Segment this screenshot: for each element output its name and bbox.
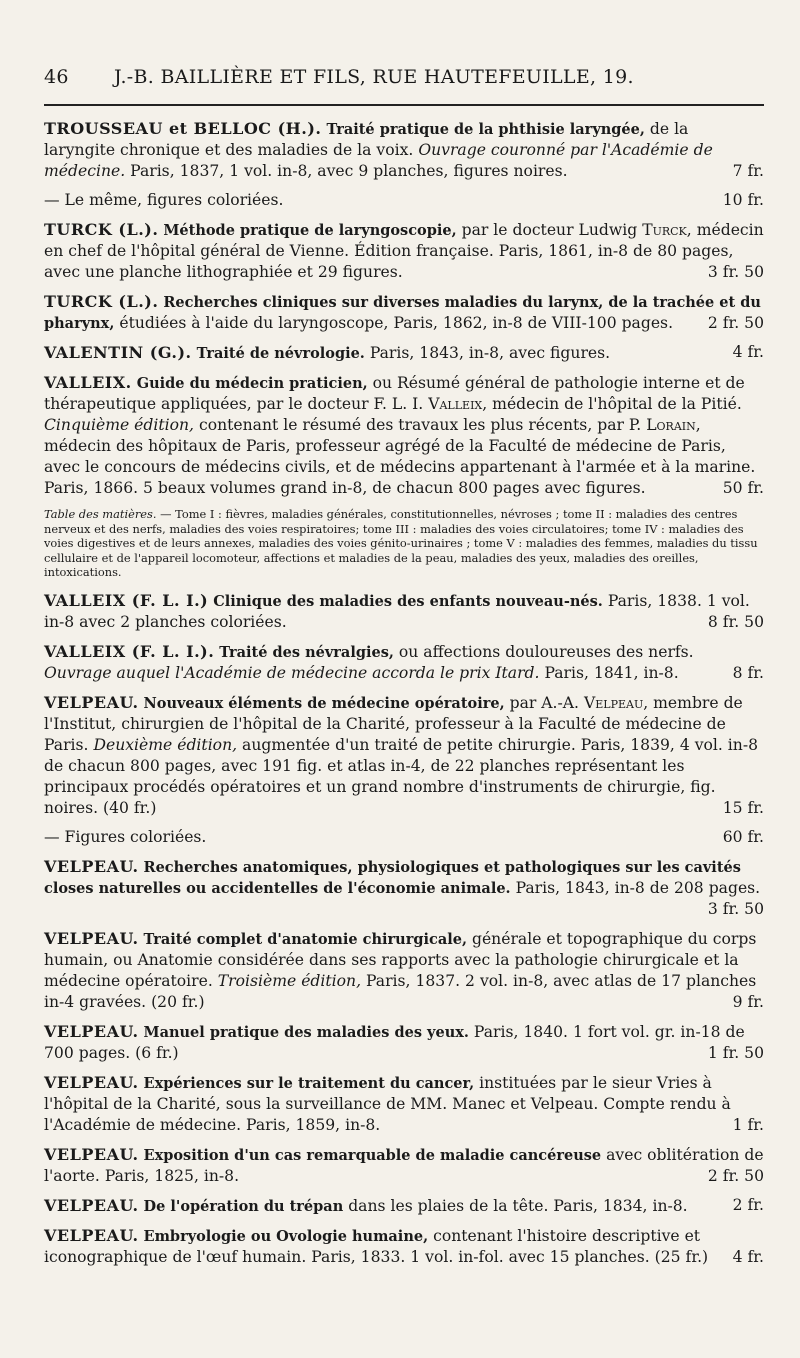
catalog-entry — [44, 1225, 764, 1268]
catalog-entry — [44, 1195, 764, 1217]
entry-text: ou Résumé général de pathologie interne et de thérapeutique appliquées, par le docteur F. L. I. — [44, 374, 745, 413]
catalog-entry — [44, 1021, 764, 1064]
entry-text: par A.-A. — [509, 693, 579, 712]
entry-price: 8 fr. 50 — [707, 612, 764, 631]
entry-title: Embryologie ou Ovologie humaine, — [143, 1227, 429, 1245]
entry-title: Méthode pratique de laryngoscopie, — [163, 222, 457, 239]
catalog-entry — [44, 590, 764, 633]
entry-author: VELPEAU. — [44, 1225, 139, 1245]
entry-price: 50 fr. — [722, 479, 764, 497]
catalog-entry — [44, 1144, 764, 1187]
entry-italic: Cinquième édition, — [44, 416, 195, 434]
entry-author: VELPEAU. — [44, 1195, 139, 1215]
catalog-entry — [44, 219, 764, 283]
entry-price: 2 fr. 50 — [707, 1166, 764, 1185]
entry-text: Paris, 1843, in-8, avec figures. — [369, 344, 611, 362]
entry-author: VELPEAU. — [44, 1144, 139, 1164]
entry-title: Expériences sur le traitement du cancer, — [143, 1074, 475, 1092]
entry-text: médecin de l'hôpital de la Pitié. — [492, 395, 742, 413]
entry-text: — Figures coloriées. — [44, 827, 207, 846]
entry-author: VELPEAU. — [44, 1072, 139, 1092]
entry-title: Guide du médecin praticien, — [136, 375, 368, 392]
entry-author: VALLEIX. — [44, 373, 132, 392]
entry-author: VALLEIX (F. L. I.) — [44, 590, 209, 610]
entry-title: Exposition d'un cas remarquable de maladie cancéreuse — [143, 1146, 602, 1164]
catalog-entry — [44, 928, 764, 1013]
entry-price: 10 fr. — [722, 191, 764, 209]
entry-price: 8 fr. — [732, 663, 764, 682]
catalog-entry — [44, 372, 764, 499]
catalog-entry — [44, 190, 764, 211]
entry-italic: Deuxième édition, — [93, 735, 238, 754]
catalog-entry — [44, 118, 764, 182]
entry-title: Traité complet d'anatomie chirurgicale, — [143, 930, 467, 948]
entry-text: de la laryngite chronique et des maladies de la voix. — [44, 120, 689, 159]
entry-smallcaps: Turck, — [642, 221, 692, 239]
entry-author: VELPEAU. — [44, 928, 139, 948]
entry-text: par le docteur Ludwig — [461, 221, 638, 239]
entry-price: 1 fr. 50 — [707, 1043, 764, 1062]
entry-text: ou affections douloureuses des nerfs. — [398, 642, 694, 661]
entry-title: Traité des névralgies, — [219, 643, 394, 661]
entry-text: Paris, 1843, in-8 de 208 pages. — [515, 878, 761, 897]
entry-text: Paris, 1837, 1 vol. in-8, avec 9 planches, figures noires. — [130, 162, 568, 180]
header-rule — [44, 104, 764, 106]
toc-label: Table des matières. — [44, 507, 157, 521]
entry-title: Manuel pratique des maladies des yeux. — [143, 1023, 469, 1041]
entry-author: VELPEAU. — [44, 1021, 139, 1041]
entry-title: Recherches cliniques sur diverses maladies du larynx, de la trachée et du pharynx, — [44, 294, 761, 332]
entry-text: médecin des hôpitaux de Paris, professeur agrégé de la Faculté de médecine de Paris, avec le concours de médecins civils, et de médecins appartenant à l'armée et à la marine. Paris, 1866. 5 beaux volumes grand in-8, de chacun 800 pages avec figures. — [44, 437, 756, 497]
entry-price: 15 fr. — [722, 798, 764, 817]
entry-text: contenant le résumé des travaux les plus récents, par P. — [198, 416, 642, 434]
entry-price: 4 fr. — [732, 343, 764, 361]
entry-text: médecin en chef de l'hôpital général de Vienne. Édition française. Paris, 1861, in-8 de 80 pages, avec une planche lithographiée et 29 figures. — [44, 221, 764, 281]
entry-price: 2 fr. — [732, 1195, 764, 1214]
entry-title: Traité de névrologie. — [196, 345, 365, 362]
entry-author: TROUSSEAU et BELLOC (H.). — [44, 119, 322, 138]
entry-text: membre de l'Institut, chirurgien de l'hôpital de la Charité, professeur à la Faculté de médecine de Paris. — [44, 693, 743, 754]
entry-smallcaps: Lorain, — [646, 416, 701, 434]
catalog-entry — [44, 291, 764, 334]
entry-text: Paris, 1840. 1 fort vol. gr. in-18 de 700 pages. (6 fr.) — [44, 1022, 745, 1062]
table-of-contents-note — [44, 507, 764, 580]
entry-text: dans les plaies de la tête. Paris, 1834, in-8. — [348, 1196, 688, 1215]
entry-price: 60 fr. — [722, 827, 764, 846]
entry-author: VELPEAU. — [44, 692, 139, 712]
entry-title: Recherches anatomiques, physiologiques et pathologiques sur les cavités closes naturelles ou accidentelles de l'économie animale. — [44, 858, 741, 897]
entry-text: générale et topographique du corps humain, ou Anatomie considérée dans ses rapports avec la pathologie chirurgicale et la médecine opératoire. — [44, 929, 757, 990]
entry-title: Traité pratique de la phthisie laryngée, — [326, 121, 645, 138]
catalog-entry — [44, 692, 764, 819]
entry-title: Clinique des maladies des enfants nouveau-nés. — [213, 592, 603, 610]
entry-text: étudiées à l'aide du laryngoscope, Paris, 1862, in-8 de VIII-100 pages. — [119, 314, 674, 332]
entry-text: Paris, 1837. 2 vol. in-8, avec atlas de 17 planches in-4 gravées. (20 fr.) — [44, 971, 757, 1011]
entry-text: Paris, 1841, in-8. — [544, 663, 679, 682]
page-header — [44, 66, 764, 88]
entry-author: TURCK (L.). — [44, 292, 159, 311]
entry-title: De l'opération du trépan — [143, 1197, 344, 1215]
entry-price: 3 fr. 50 — [707, 899, 764, 918]
catalog-entry — [44, 827, 764, 848]
entry-smallcaps: Valleix, — [428, 395, 488, 413]
entry-text: instituées par le sieur Vries à l'hôpital de la Charité, sous la surveillance de MM. Manec et Velpeau. Compte rendu à l'Académie de médecine. Paris, 1859, in-8. — [44, 1073, 731, 1134]
entry-italic: Ouvrage auquel l'Académie de médecine accorda le prix Itard. — [44, 663, 540, 682]
entry-author: VALLEIX (F. L. I.). — [44, 641, 215, 661]
toc-text: — Tome I : fièvres, maladies générales, constitutionnelles, névroses ; tome II : maladies des centres nerveux et des nerfs, maladies des voies respiratoires; tome III : maladies des voies circulatoires; tome IV : maladies des voies digestives et de leurs annexes, maladies des voies génito-urinaires ; tome V : maladies des femmes, maladies du tissu cellulaire et de l'appareil locomoteur, affections et maladies de la peau, maladies des yeux, maladies des oreilles, intoxications. — [44, 507, 758, 580]
entry-author: VALENTIN (G.). — [44, 343, 192, 362]
entry-text: avec oblitération de l'aorte. Paris, 1825, in-8. — [44, 1145, 764, 1185]
page-number: 46 — [44, 66, 69, 88]
entry-price: 9 fr. — [732, 992, 764, 1011]
catalog-entry — [44, 1072, 764, 1136]
entry-price: 2 fr. 50 — [707, 314, 764, 332]
entry-italic: Troisième édition, — [217, 971, 362, 990]
entry-smallcaps: Velpeau, — [583, 693, 649, 712]
entry-price: 4 fr. — [732, 1247, 764, 1266]
entry-title: Nouveaux éléments de médecine opératoire, — [143, 694, 505, 712]
entry-price: 3 fr. 50 — [707, 263, 764, 281]
entry-price: 7 fr. — [732, 162, 764, 180]
entry-text: Paris, 1838. 1 vol. in-8 avec 2 planches coloriées. — [44, 591, 750, 631]
entry-author: VELPEAU. — [44, 856, 139, 876]
entry-price: 1 fr. — [732, 1115, 764, 1134]
entry-author: TURCK (L.). — [44, 220, 159, 239]
running-head: J.-B. BAILLIÈRE ET FILS, RUE HAUTEFEUILLE, 19. — [114, 66, 634, 88]
entry-text: contenant l'histoire descriptive et iconographique de l'œuf humain. Paris, 1833. 1 vol. in-fol. avec 15 planches. (25 fr.) — [44, 1226, 709, 1266]
catalog-entry — [44, 856, 764, 920]
entry-text: — Le même, figures coloriées. — [44, 191, 284, 209]
entry-text: augmentée d'un traité de petite chirurgie. Paris, 1839, 4 vol. in-8 de chacun 800 pages, avec 191 fig. et atlas in-4, de 22 planches représentant les principaux procédés opératoires et un grand nombre d'instruments de chirurgie, fig. noires. (40 fr.) — [44, 735, 759, 817]
entry-italic: Ouvrage couronné par l'Académie de médecine. — [44, 141, 713, 180]
catalog-entry — [44, 342, 764, 364]
catalog-entry — [44, 641, 764, 684]
